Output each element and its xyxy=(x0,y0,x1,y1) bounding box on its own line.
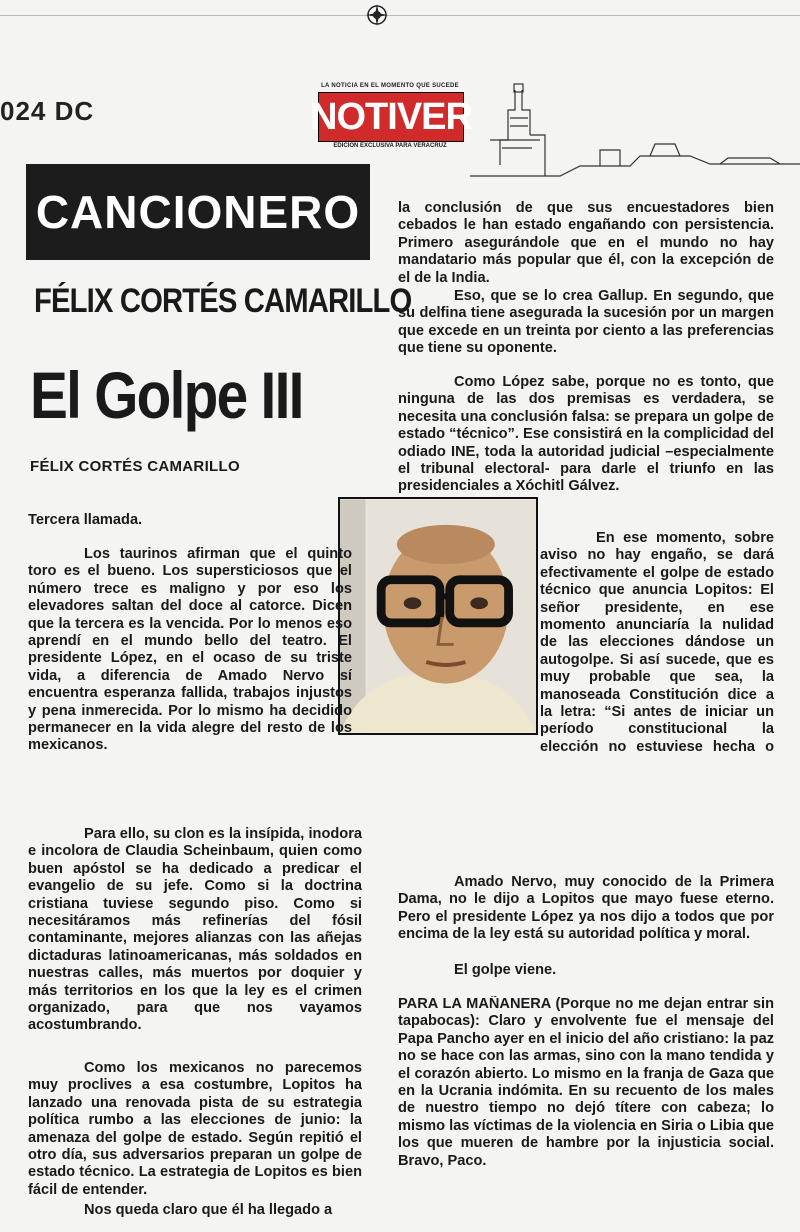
masthead-subtitle: EDICIÓN EXCLUSIVA PARA VERACRUZ xyxy=(333,143,447,149)
column-banner: CANCIONERO xyxy=(26,164,370,260)
paragraph-left-3: Para ello, su clon es la insípida, inodora e incolora de Claudia Scheinbaum, quien como buen apóstol se ha dedicado a predicar el evangelio de su jefe. Como si la doctrina cristiana tuviese segundo piso. Como si necesitáramos más refinerías del fósil contaminante, mejores alianzas con las añejas dictaduras latinoamericanas, más soldados en nuestras calles, más muertos por doquier y más territorios en los que la ley es el crimen organizado, para que nos vayamos acostumbrando. xyxy=(28,826,362,1034)
paragraph-right-7: PARA LA MAÑANERA (Porque no me dejan entrar sin tapabocas): Claro y envolvente fue el mensaje del Papa Pancho ayer en el inicio del año cristiano: la paz no se hace con las armas, sino con la mano tendida y el corazón abierto. Lo mismo en la franja de Gaza que en la Ucrania indómita. En su recuento de los males de nuestro tiempo no dejó títere con cabeza; lo mismo las víctimas de la violencia en Siria o Libia que los que mueren de hambre por la injusticia social. Bravo, Paco. xyxy=(398,996,774,1169)
compass-rose-icon xyxy=(366,4,388,26)
paragraph-right-2: Eso, que se lo crea Gallup. En segundo, que su delfina tiene asegurada la sucesión por un margen que excede en un treinta por ciento a las preferencias que tiene su oponente. xyxy=(398,288,774,357)
paragraph-left-4: Como los mexicanos no parecemos muy proclives a esa costumbre, Lopitos ha lanzado una renovada pista de su estrategia política rumbo a las elecciones de junio: la amenaza del golpe de estado. Según repitió el otro día, sus adversarios preparan un golpe de estado técnico. La estrategia de Lopitos es bien fácil de entender. xyxy=(28,1060,362,1198)
top-rule xyxy=(0,15,800,16)
paragraph-right-6: El golpe viene. xyxy=(454,962,557,978)
masthead-tagline: LA NOTICIA EN EL MOMENTO QUE SUCEDE xyxy=(321,83,459,89)
notiver-masthead[interactable] xyxy=(310,83,472,153)
article-headline: El Golpe III xyxy=(30,358,303,432)
paragraph-right-3: Como López sabe, porque no es tonto, que ninguna de las dos premisas es verdadera, se necesita una conclusión falsa: se prepara un golpe de estado “técnico”. Ese consistirá en la complicidad del odiado INE, toda la autoridad judicial –especialmente el tribunal electoral- para darle el triunfo en las presidenciales a Xóchitl Gálvez. xyxy=(398,374,774,495)
paragraph-right-5: Amado Nervo, muy conocido de la Primera Dama, no le dijo a Lopitos que mayo fuese eterno. Pero el presidente López ya nos dijo a todos que por encima de la ley está su autoridad política y moral. xyxy=(398,874,774,943)
article-byline: FÉLIX CORTÉS CAMARILLO xyxy=(30,458,240,475)
paragraph-left-2: Los taurinos afirman que el quinto toro es el bueno. Los supersticiosos que el número trece es maligno y por eso los elevadores saltan del doce al catorce. Dicen que la tercera es la vencida. Por lo menos eso aprendí en el mundo bello del teatro. El presidente López, en el ocaso de su triste vida, a diferencia de Amado Nervo sí encuentra esperanza fallida, trabajos injustos y pena inmerecida. Por lo mismo ha decidido permanecer en la vida alegre del resto de los mexicanos. xyxy=(28,546,352,754)
author-portrait-photo xyxy=(338,497,538,735)
column-author-heading: FÉLIX CORTÉS CAMARILLO xyxy=(34,282,412,320)
masthead-logo: NOTIVER xyxy=(318,92,464,142)
fortress-sketch-illustration xyxy=(470,80,800,180)
paragraph-right-4: En ese momento, sobre aviso no hay engaño, se dará efectivamente el golpe de estado técnico que anuncia Lopitos: El señor presidente, en ese momento anunciaría la nulidad de las elecciones dándose un autogolpe. Si así sucede, que es muy probable que sea, la manoseada Constitución dice a la letra: “Si antes de iniciar un período constitucional la elección no estuviese hecha o xyxy=(540,530,774,754)
paragraph-left-5: Nos queda claro que él ha llegado a xyxy=(84,1202,333,1218)
paragraph-left-1: Tercera llamada. xyxy=(28,512,143,528)
date-fragment: 024 DC xyxy=(0,96,95,126)
paragraph-right-1: la conclusión de que sus encuestadores bien cebados le han estado engañando con persistencia. Primero asegurándole que en el mundo no hay mandatario más popular que él, con la excepción de el de la India. xyxy=(398,200,774,286)
